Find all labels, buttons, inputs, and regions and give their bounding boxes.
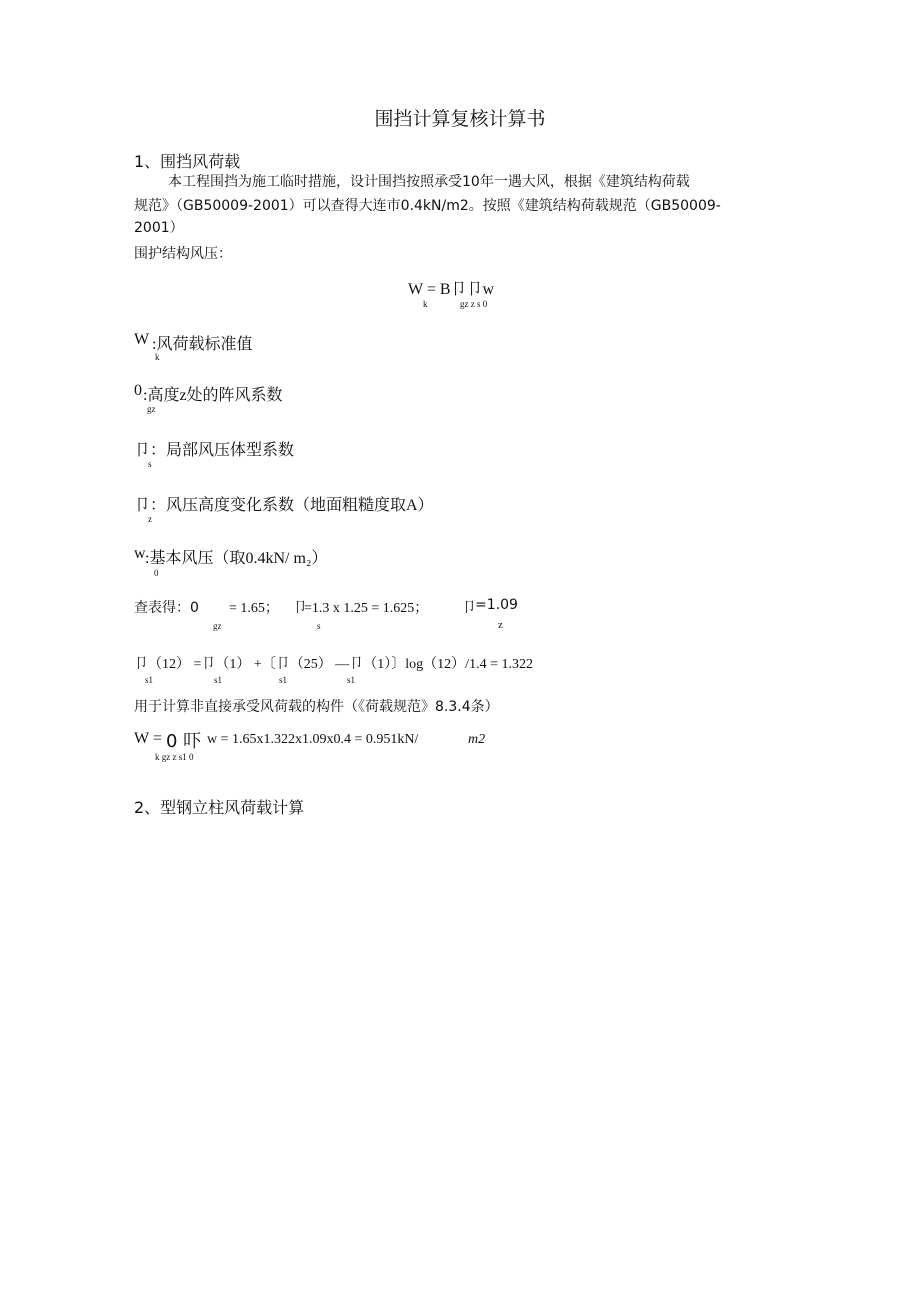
note-line: 用于计算非直接承受风荷载的构件（《荷载规范》8.3.4条） — [134, 699, 499, 715]
section1-heading: 1、围挡风荷载 — [134, 152, 241, 171]
intro-line-3: 2001） — [134, 220, 184, 236]
main-formula-sub-k: k — [423, 299, 428, 309]
page-title: 围挡计算复核计算书 — [374, 108, 546, 130]
pressure-label: 围护结构风压： — [134, 246, 232, 262]
intro-line-1: 本工程围挡为施工临时措施，设计围挡按照承受10年一遇大风，根据《建筑结构荷载 — [168, 174, 690, 190]
intro-line-2: 规范》（GB50009-2001）可以查得大连市0.4kN/m2。按照《建筑结构荷载规范（GB50009- — [134, 198, 721, 214]
section2-heading: 2、型钢立柱风荷载计算 — [134, 798, 305, 817]
main-formula-subs: gz z s 0 — [460, 299, 488, 309]
main-formula: W = B卩卩w — [408, 281, 495, 298]
